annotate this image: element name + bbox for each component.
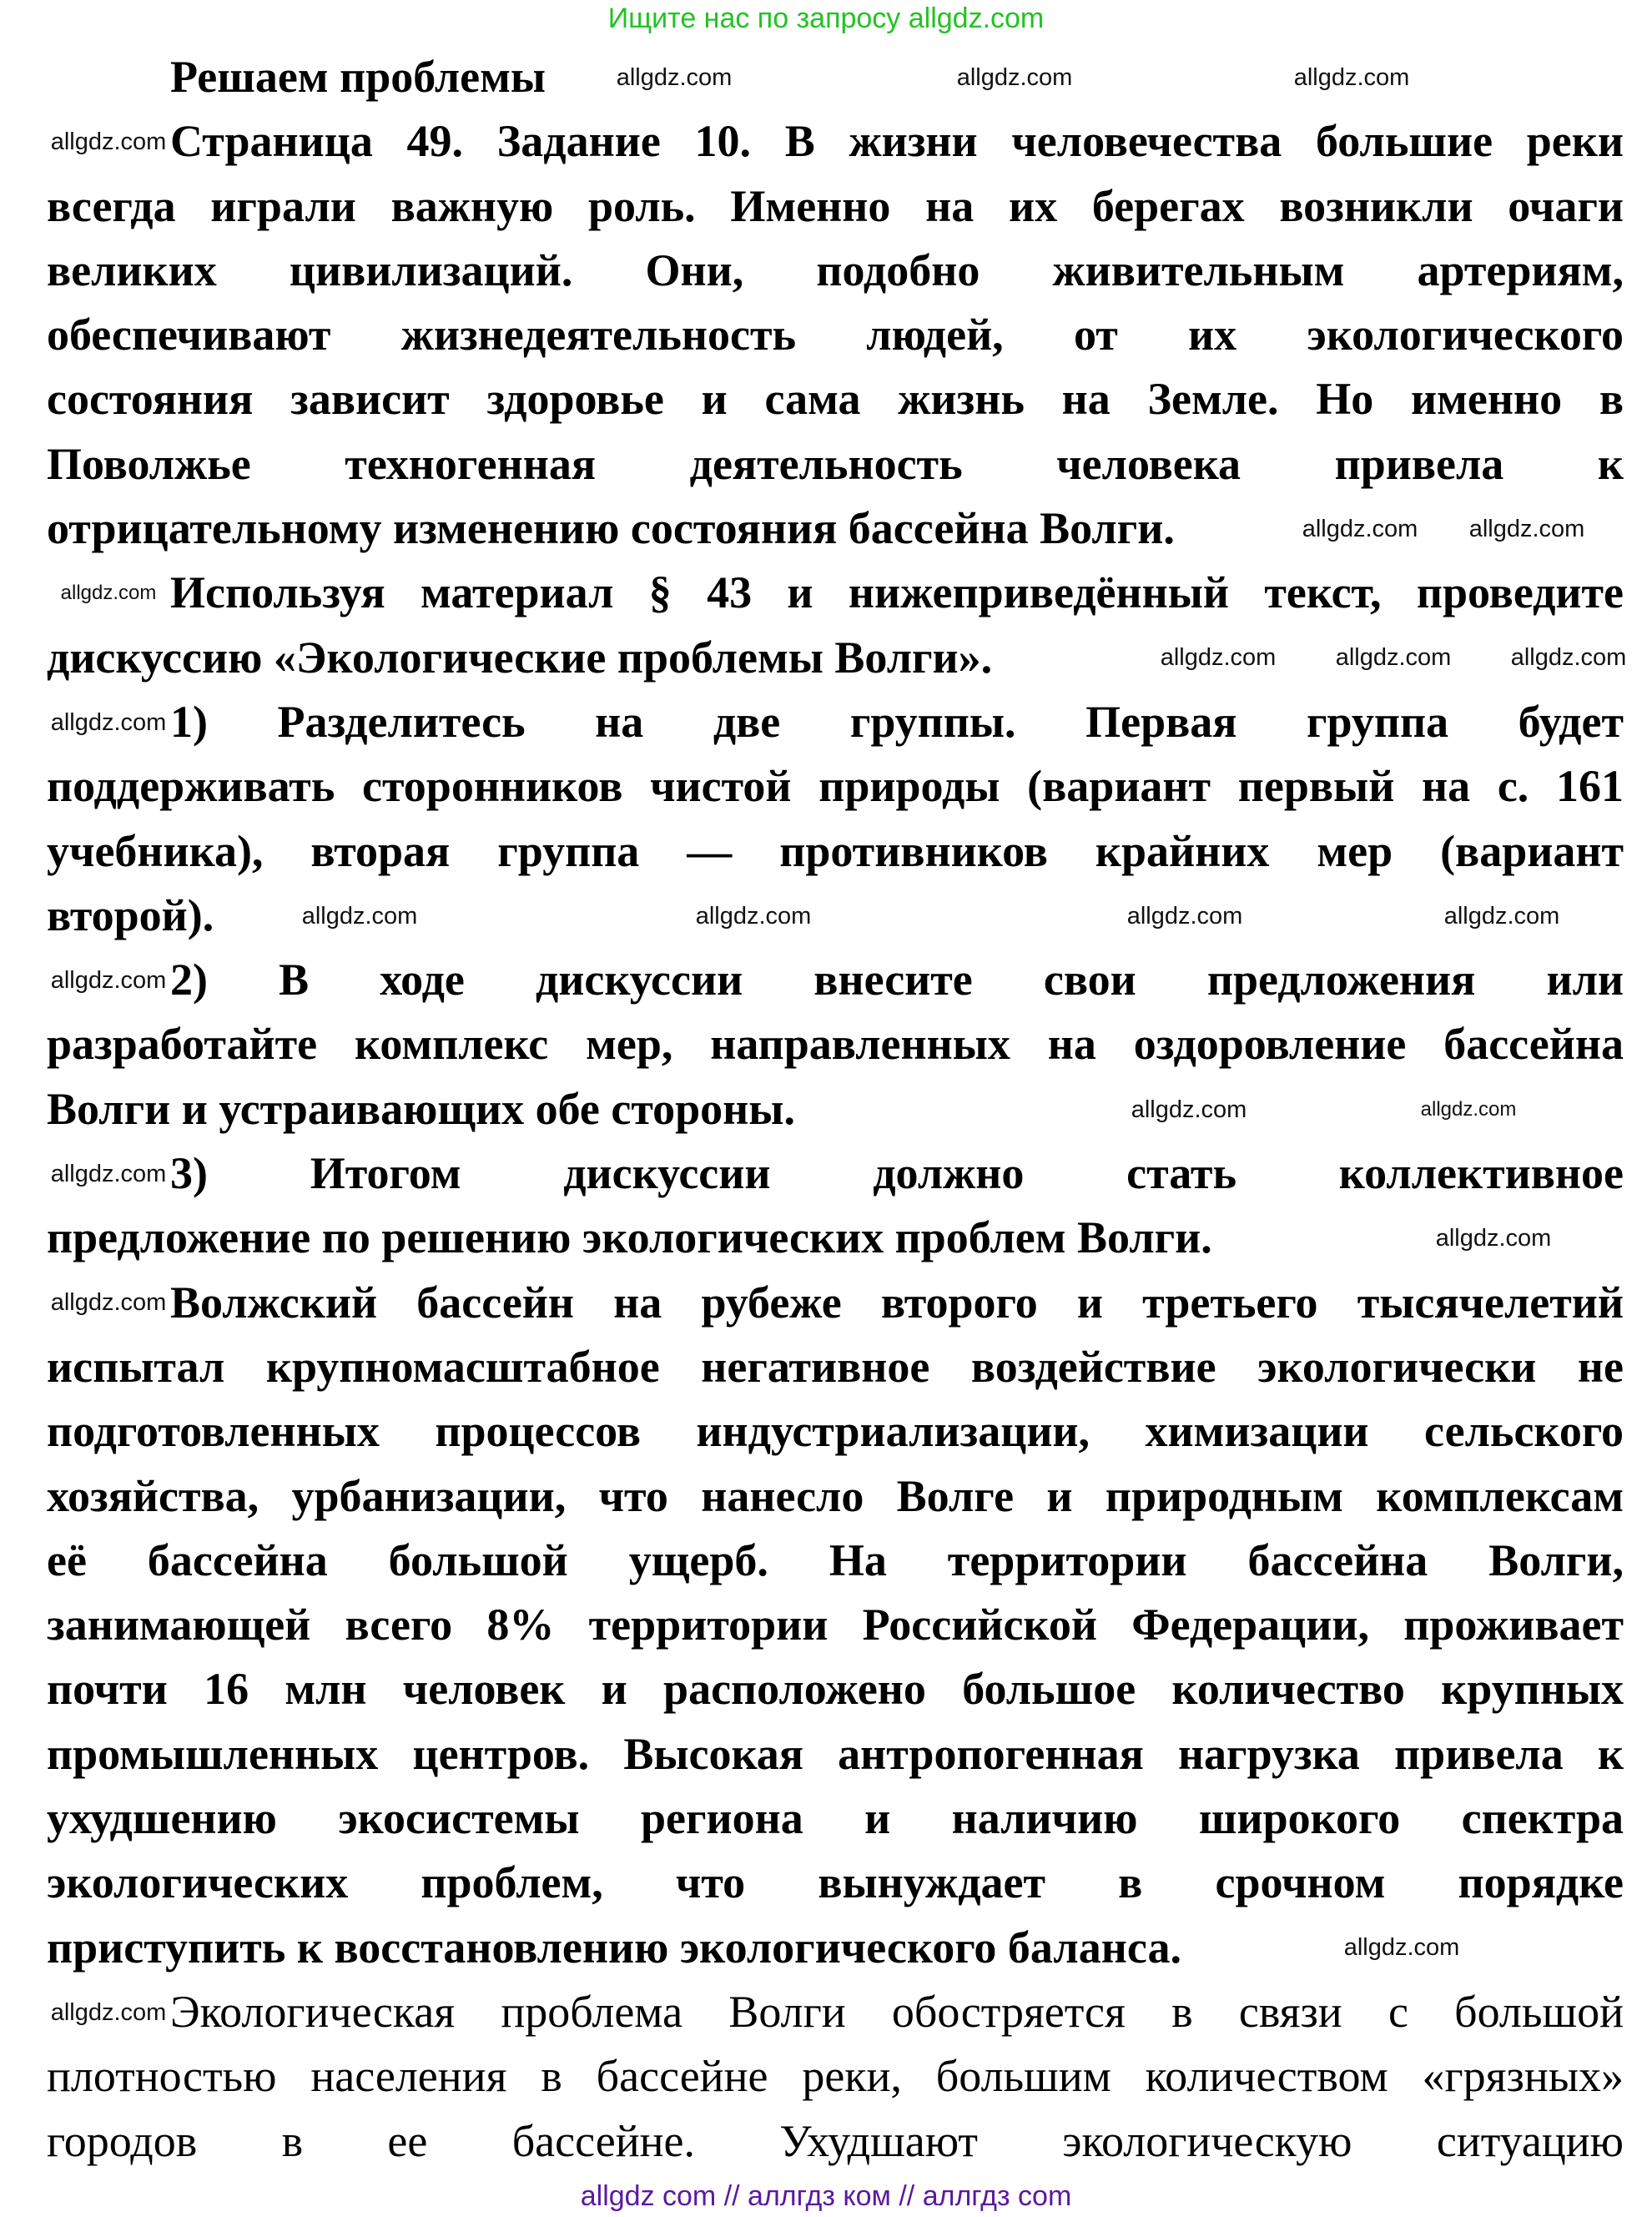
text-line: всегда играли важную роль. Именно на их берегах возникли очаги (47, 180, 1624, 231)
bottom-banner-link[interactable]: allgdz com // аллгдз ком // аллгдз com (580, 2180, 1072, 2212)
watermark: allgdz.com (60, 582, 157, 604)
watermark: allgdz.com (50, 709, 167, 736)
watermark: allgdz.com (695, 903, 812, 930)
paragraph (47, 109, 1624, 561)
watermark: allgdz.com (50, 1161, 167, 1187)
text-line: дискуссию «Экологические проблемы Волги». (47, 632, 993, 683)
paragraph (47, 948, 1624, 1141)
watermark: allgdz.com (1293, 64, 1410, 91)
watermark: allgdz.com (1302, 516, 1418, 542)
text-line: почти 16 млн человек и расположено большое количество крупных (47, 1664, 1624, 1715)
section-heading: Решаем проблемы (170, 52, 546, 102)
text-line: городов в ее бассейне. Ухудшают экологическую ситуацию (47, 2115, 1624, 2166)
watermark: allgdz.com (1131, 1096, 1247, 1123)
watermark: allgdz.com (1343, 1934, 1460, 1961)
watermark: allgdz.com (50, 1289, 167, 1316)
watermark: allgdz.com (956, 64, 1073, 91)
text-line: ухудшению экосистемы региона и наличию широкого спектра (47, 1793, 1624, 1844)
text-line: Волги и устраивающих обе стороны. (47, 1083, 795, 1134)
text-line: второй). (47, 889, 214, 940)
watermark: allgdz.com (1468, 516, 1585, 542)
watermark: allgdz.com (1126, 903, 1243, 930)
document-body (47, 45, 1624, 2174)
paragraph (47, 1980, 1624, 2174)
text-line: поддерживать сторонников чистой природы (вариант первый на с. 161 (47, 761, 1624, 812)
watermark: allgdz.com (1435, 1225, 1552, 1252)
watermark: allgdz.com (616, 64, 733, 91)
text-line: разработайте комплекс мер, направленных на оздоровление бассейна (47, 1019, 1624, 1070)
text-line: плотностью населения в бассейне реки, большим количеством «грязных» (47, 2051, 1624, 2102)
text-line: Поволжье техногенная деятельность человека привела к (47, 438, 1624, 489)
text-line: состояния зависит здоровье и сама жизнь на Земле. Но именно в (47, 374, 1624, 425)
watermark: allgdz.com (50, 1999, 167, 2026)
text-line: хозяйства, урбанизации, что нанесло Волге и природным комплексам (47, 1470, 1624, 1521)
paragraph (47, 1271, 1624, 1980)
watermark: allgdz.com (1420, 1098, 1517, 1121)
watermark: allgdz.com (50, 128, 167, 155)
text-line: приступить к восстановлению экологического баланса. (47, 1922, 1181, 1973)
paragraph (47, 690, 1624, 948)
text-line: Используя материал § 43 и нижеприведённый текст, проведите (170, 567, 1624, 618)
text-line: предложение по решению экологических проблем Волги. (47, 1212, 1212, 1263)
text-line: отрицательному изменению состояния бассейна Волги. (47, 503, 1175, 554)
text-line: учебника), вторая группа — противников крайних мер (вариант (47, 825, 1624, 876)
text-line: её бассейна большой ущерб. На территории бассейна Волги, (47, 1534, 1624, 1585)
text-line: экологических проблем, что вынуждает в срочном порядке (47, 1857, 1624, 1908)
paragraph (47, 1141, 1624, 1271)
watermark: allgdz.com (1335, 644, 1452, 671)
watermark: allgdz.com (1443, 903, 1560, 930)
text-line: Волжский бассейн на рубеже второго и третьего тысячелетий (170, 1277, 1624, 1328)
text-line: Экологическая проблема Волги обостряется в связи с большой (170, 1986, 1624, 2037)
text-line: промышленных центров. Высокая антропогенная нагрузка привела к (47, 1728, 1624, 1779)
watermark: allgdz.com (1160, 644, 1277, 671)
watermark: allgdz.com (301, 903, 418, 930)
text-line: 2) В ходе дискуссии внесите свои предложения или (170, 955, 1624, 1005)
text-line: занимающей всего 8% территории Российской Федерации, проживает (47, 1600, 1624, 1650)
watermark: allgdz.com (50, 967, 167, 994)
watermark: allgdz.com (1510, 644, 1627, 671)
text-line: 1) Разделитесь на две группы. Первая группа будет (170, 696, 1624, 747)
text-line: обеспечивают жизнедеятельность людей, от их экологического (47, 310, 1624, 360)
text-line: 3) Итогом дискуссии должно стать коллективное (170, 1148, 1624, 1199)
text-line: Страница 49. Задание 10. В жизни человечества большие реки (170, 116, 1624, 167)
top-banner-link[interactable]: Ищите нас по запросу allgdz.com (607, 3, 1045, 34)
text-line: испытал крупномасштабное негативное воздействие экологически не (47, 1341, 1624, 1392)
text-line: великих цивилизаций. Они, подобно живительным артериям, (47, 244, 1624, 295)
text-line: подготовленных процессов индустриализации, химизации сельского (47, 1406, 1624, 1457)
